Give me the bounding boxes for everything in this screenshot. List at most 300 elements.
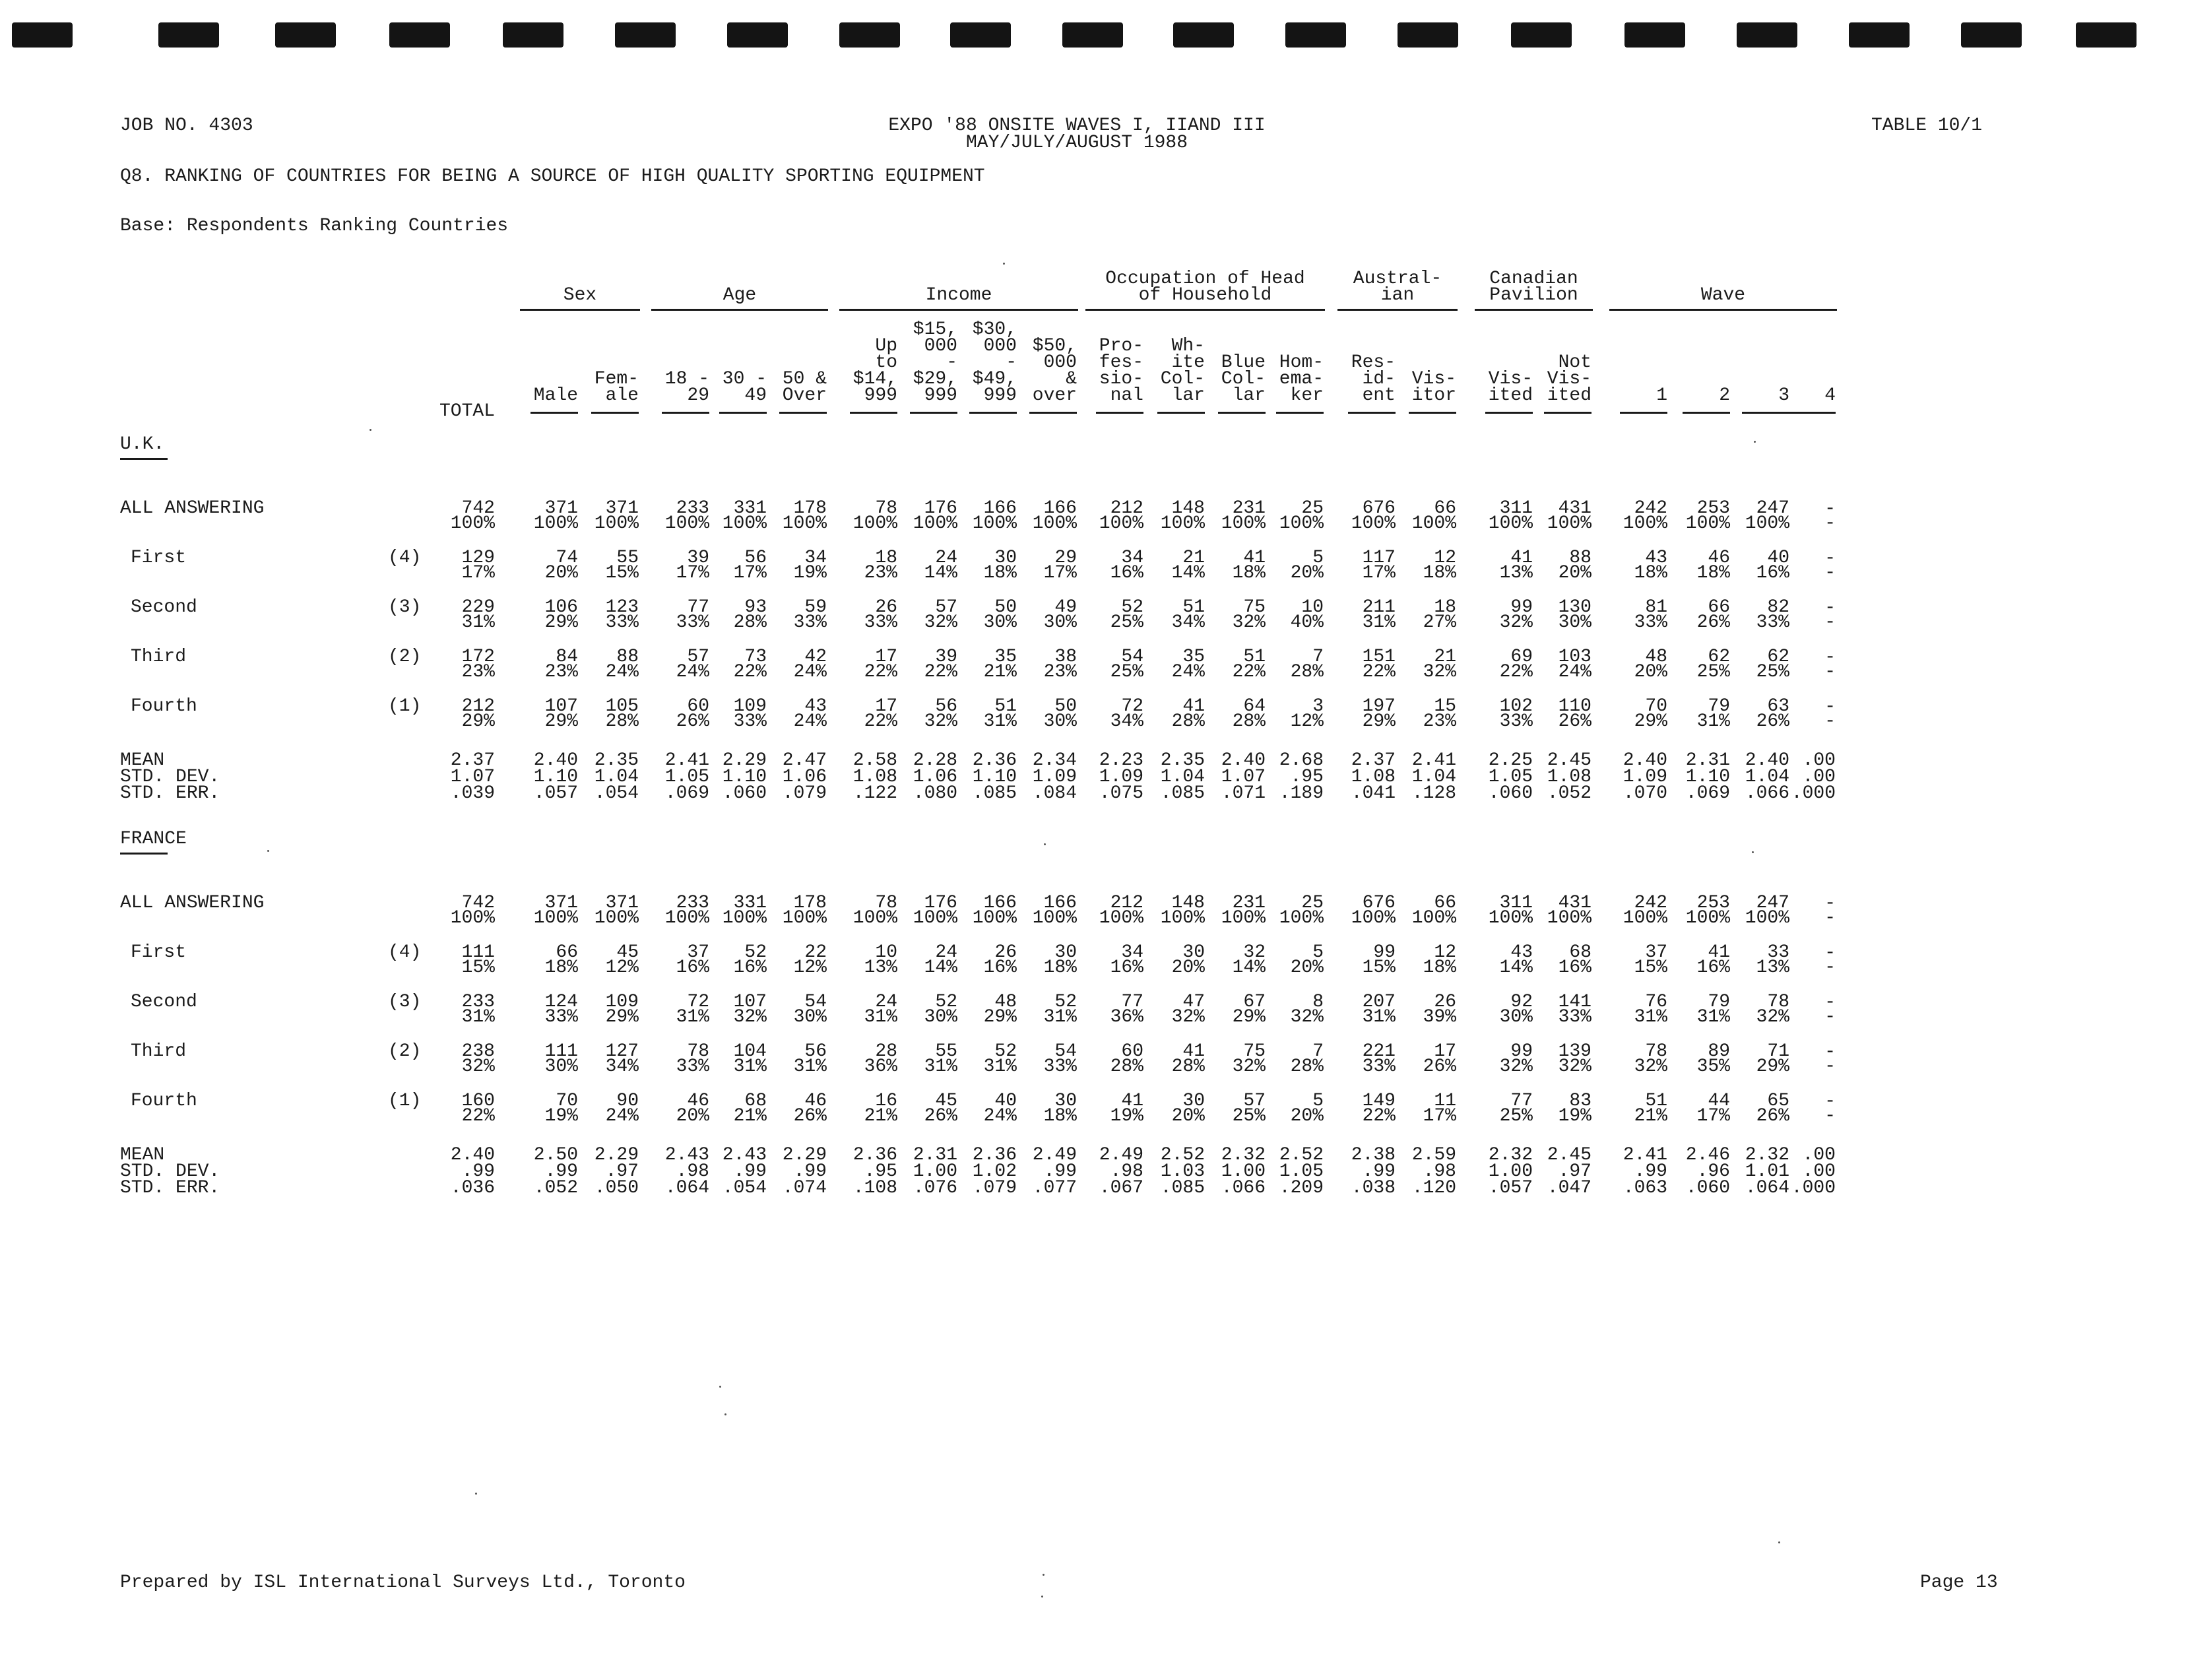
percent-cell: 32% <box>1634 1056 1667 1077</box>
count-cell: 43 <box>804 696 827 717</box>
column-header: TOTAL <box>439 401 495 422</box>
count-cell: 231 <box>1232 893 1266 913</box>
stat-cell: 2.37 <box>1351 750 1396 771</box>
percent-cell: 15% <box>1634 957 1667 978</box>
stat-cell: .99 <box>793 1161 827 1182</box>
percent-cell: 25% <box>1110 612 1143 633</box>
percent-cell: - <box>1824 563 1836 583</box>
count-cell: 231 <box>1232 498 1266 519</box>
percent-cell: 32% <box>733 1007 767 1027</box>
percent-cell: 33% <box>864 612 897 633</box>
stat-cell: 1.04 <box>1160 767 1205 787</box>
percent-cell: 32% <box>1558 1056 1591 1077</box>
group-underline <box>1475 309 1593 311</box>
group-header: Canadian Pavilion <box>1489 269 1578 306</box>
percent-cell: 100% <box>1351 513 1396 534</box>
count-cell: 21 <box>1182 548 1205 568</box>
count-cell: 51 <box>1243 647 1266 667</box>
count-cell: 66 <box>1434 893 1456 913</box>
count-cell: 71 <box>1767 1041 1789 1062</box>
count-cell: 742 <box>461 893 495 913</box>
row-label: ALL ANSWERING <box>120 893 265 913</box>
row-label: ALL ANSWERING <box>120 498 265 519</box>
stat-cell: .00 <box>1802 750 1836 771</box>
percent-cell: 29% <box>544 711 578 732</box>
percent-cell: 14% <box>1499 957 1533 978</box>
group-underline <box>1085 309 1325 311</box>
stat-cell: .209 <box>1279 1178 1324 1198</box>
stat-cell: .00 <box>1802 1161 1836 1182</box>
stat-cell: 2.36 <box>852 1145 897 1165</box>
percent-cell: 26% <box>1423 1056 1456 1077</box>
percent-cell: 14% <box>924 563 957 583</box>
percent-cell: 16% <box>1696 957 1730 978</box>
percent-cell: 16% <box>733 957 767 978</box>
stat-cell: 1.02 <box>972 1161 1017 1182</box>
stat-cell: .038 <box>1351 1178 1396 1198</box>
percent-cell: 32% <box>924 612 957 633</box>
column-header: 4 <box>1824 385 1836 406</box>
stat-cell: 2.31 <box>1685 750 1730 771</box>
count-cell: 52 <box>935 992 957 1012</box>
count-cell: 99 <box>1510 597 1533 618</box>
percent-cell: 100% <box>450 908 495 928</box>
count-cell: 52 <box>994 1041 1017 1062</box>
section-title: FRANCE <box>120 829 187 849</box>
count-cell: 76 <box>1645 992 1667 1012</box>
count-cell: 88 <box>1569 548 1591 568</box>
perforation-mark <box>1173 22 1234 48</box>
scan-speck <box>1752 851 1754 853</box>
column-header: Fem- ale <box>594 369 639 406</box>
count-cell: 431 <box>1558 893 1591 913</box>
count-cell: 64 <box>1243 696 1266 717</box>
percent-cell: 100% <box>1411 513 1456 534</box>
stat-cell: 2.49 <box>1032 1145 1077 1165</box>
percent-cell: 19% <box>1110 1106 1143 1126</box>
count-cell: 54 <box>1121 647 1143 667</box>
percent-cell: 18% <box>1232 563 1266 583</box>
count-cell: 52 <box>744 942 767 963</box>
count-cell: 55 <box>935 1041 957 1062</box>
stat-label: STD. DEV. <box>120 767 220 787</box>
percent-cell: 17% <box>1043 563 1077 583</box>
percent-cell: 29% <box>983 1007 1017 1027</box>
stat-cell: 2.43 <box>664 1145 709 1165</box>
row-score-code: (2) <box>388 1041 422 1062</box>
column-underline <box>1544 412 1591 414</box>
percent-cell: 20% <box>1558 563 1591 583</box>
count-cell: 50 <box>1054 696 1077 717</box>
percent-cell: 33% <box>676 612 709 633</box>
percent-cell: - <box>1824 513 1836 534</box>
percent-cell: 16% <box>676 957 709 978</box>
perforation-mark <box>2076 22 2137 48</box>
count-cell: 149 <box>1362 1091 1396 1111</box>
percent-cell: 31% <box>1043 1007 1077 1027</box>
percent-cell: 31% <box>461 1007 495 1027</box>
percent-cell: 23% <box>461 662 495 682</box>
count-cell: 35 <box>1182 647 1205 667</box>
stat-cell: .128 <box>1411 783 1456 804</box>
count-cell: 17 <box>875 696 897 717</box>
stat-cell: 2.32 <box>1488 1145 1533 1165</box>
percent-cell: 32% <box>1232 1056 1266 1077</box>
percent-cell: 24% <box>793 711 827 732</box>
percent-cell: 24% <box>793 662 827 682</box>
scan-speck <box>370 429 371 431</box>
count-cell: 72 <box>687 992 709 1012</box>
count-cell: 56 <box>804 1041 827 1062</box>
percent-cell: 29% <box>1634 711 1667 732</box>
stat-cell: .080 <box>913 783 957 804</box>
stat-cell: .060 <box>1685 1178 1730 1198</box>
percent-cell: 17% <box>461 563 495 583</box>
percent-cell: 17% <box>1696 1106 1730 1126</box>
prepared-by: Prepared by ISL International Surveys Ltd., Toronto <box>120 1572 686 1593</box>
stat-cell: 1.09 <box>1032 767 1077 787</box>
row-label: Second <box>131 597 197 618</box>
percent-cell: 100% <box>913 908 957 928</box>
stat-cell: 2.38 <box>1351 1145 1396 1165</box>
stat-cell: .085 <box>972 783 1017 804</box>
stat-cell: 1.09 <box>1099 767 1143 787</box>
column-header: Hom- ema- ker <box>1279 352 1324 406</box>
percent-cell: 17% <box>1423 1106 1456 1126</box>
stat-cell: 1.08 <box>1351 767 1396 787</box>
count-cell: 16 <box>875 1091 897 1111</box>
count-cell: 141 <box>1558 992 1591 1012</box>
perforation-mark <box>275 22 336 48</box>
percent-cell: 32% <box>1290 1007 1324 1027</box>
scan-speck <box>1778 1541 1780 1543</box>
stat-cell: .99 <box>544 1161 578 1182</box>
percent-cell: 28% <box>1232 711 1266 732</box>
count-cell: 18 <box>875 548 897 568</box>
count-cell: 67 <box>1243 992 1266 1012</box>
stat-cell: 1.06 <box>913 767 957 787</box>
stat-cell: 2.41 <box>1411 750 1456 771</box>
stat-cell: .95 <box>1290 767 1324 787</box>
percent-cell: 36% <box>1110 1007 1143 1027</box>
percent-cell: 20% <box>544 563 578 583</box>
percent-cell: 100% <box>1099 513 1143 534</box>
column-underline <box>1683 412 1730 414</box>
stat-cell: 2.40 <box>450 1145 495 1165</box>
group-header: Age <box>723 285 757 306</box>
count-cell: 15 <box>1434 696 1456 717</box>
column-header: $50, 000 & over <box>1032 336 1077 406</box>
stat-cell: .97 <box>1558 1161 1591 1182</box>
scan-speck <box>719 1386 721 1388</box>
question-text: Q8. RANKING OF COUNTRIES FOR BEING A SOURCE OF HIGH QUALITY SPORTING EQUIPMENT <box>120 166 985 187</box>
stat-cell: 2.46 <box>1685 1145 1730 1165</box>
percent-cell: 33% <box>1043 1056 1077 1077</box>
column-header: Blue Col- lar <box>1221 352 1266 406</box>
count-cell: 69 <box>1510 647 1533 667</box>
scan-speck <box>1041 1596 1043 1598</box>
percent-cell: 34% <box>1110 711 1143 732</box>
percent-cell: 17% <box>1362 563 1396 583</box>
count-cell: 77 <box>1510 1091 1533 1111</box>
percent-cell: 17% <box>676 563 709 583</box>
count-cell: 151 <box>1362 647 1396 667</box>
stat-cell: .041 <box>1351 783 1396 804</box>
section-underline <box>120 853 168 855</box>
count-cell: 139 <box>1558 1041 1591 1062</box>
count-cell: 34 <box>804 548 827 568</box>
stat-cell: 2.40 <box>1221 750 1266 771</box>
percent-cell: 22% <box>1232 662 1266 682</box>
count-cell: 35 <box>994 647 1017 667</box>
percent-cell: 32% <box>1423 662 1456 682</box>
percent-cell: 28% <box>1110 1056 1143 1077</box>
percent-cell: 29% <box>1362 711 1396 732</box>
count-cell: - <box>1824 647 1836 668</box>
count-cell: 30 <box>1054 942 1077 963</box>
count-cell: 54 <box>804 992 827 1012</box>
stat-cell: .99 <box>733 1161 767 1182</box>
count-cell: 111 <box>544 1041 578 1062</box>
percent-cell: 100% <box>1623 908 1667 928</box>
percent-cell: 22% <box>1362 1106 1396 1126</box>
perforation-mark <box>1285 22 1346 48</box>
scan-speck <box>1754 441 1756 443</box>
count-cell: 78 <box>687 1041 709 1062</box>
count-cell: 229 <box>461 597 495 618</box>
percent-cell: 34% <box>605 1056 639 1077</box>
stat-cell: 2.29 <box>722 750 767 771</box>
count-cell: 41 <box>1182 696 1205 717</box>
count-cell: 56 <box>935 696 957 717</box>
count-cell: 39 <box>687 548 709 568</box>
percent-cell: 21% <box>864 1106 897 1126</box>
count-cell: 52 <box>1054 992 1077 1012</box>
count-cell: 90 <box>616 1091 639 1111</box>
count-cell: 51 <box>1182 597 1205 618</box>
stat-cell: 1.08 <box>1547 767 1591 787</box>
perforation-mark <box>1398 22 1458 48</box>
count-cell: 46 <box>804 1091 827 1111</box>
percent-cell: 22% <box>461 1106 495 1126</box>
percent-cell: 31% <box>1362 612 1396 633</box>
count-cell: 32 <box>1243 942 1266 963</box>
count-cell: 66 <box>556 942 578 963</box>
column-header: 18 - 29 <box>664 369 709 406</box>
count-cell: 247 <box>1756 498 1789 519</box>
percent-cell: 21% <box>1634 1106 1667 1126</box>
column-header: Vis- itor <box>1411 369 1456 406</box>
percent-cell: 28% <box>1171 711 1205 732</box>
count-cell: 45 <box>935 1091 957 1111</box>
count-cell: 160 <box>461 1091 495 1111</box>
column-header: Not Vis- ited <box>1547 352 1591 406</box>
count-cell: 88 <box>616 647 639 667</box>
stat-label: MEAN <box>120 1145 165 1165</box>
stat-cell: 2.52 <box>1279 1145 1324 1165</box>
count-cell: 8 <box>1312 992 1324 1012</box>
count-cell: 57 <box>935 597 957 618</box>
count-cell: 99 <box>1373 942 1396 963</box>
group-underline <box>1337 309 1458 311</box>
percent-cell: 17% <box>733 563 767 583</box>
count-cell: 431 <box>1558 498 1591 519</box>
count-cell: - <box>1824 992 1836 1013</box>
column-header: Up to $14, 999 <box>852 336 897 406</box>
perforation-mark <box>158 22 219 48</box>
percent-cell: 33% <box>793 612 827 633</box>
count-cell: 41 <box>1121 1091 1143 1111</box>
percent-cell: 13% <box>1756 957 1789 978</box>
count-cell: 66 <box>1434 498 1456 519</box>
count-cell: 7 <box>1312 1041 1324 1062</box>
percent-cell: - <box>1824 1106 1836 1126</box>
percent-cell: 28% <box>733 612 767 633</box>
count-cell: 166 <box>983 498 1017 519</box>
row-score-code: (4) <box>388 942 422 963</box>
percent-cell: - <box>1824 1056 1836 1077</box>
count-cell: - <box>1824 893 1836 914</box>
stat-cell: 2.49 <box>1099 1145 1143 1165</box>
count-cell: 253 <box>1696 893 1730 913</box>
count-cell: 212 <box>1110 893 1143 913</box>
percent-cell: 25% <box>1756 662 1789 682</box>
column-underline <box>591 412 639 414</box>
percent-cell: 33% <box>676 1056 709 1077</box>
stat-cell: .057 <box>1488 1178 1533 1198</box>
stat-cell: .052 <box>1547 783 1591 804</box>
stat-cell: 2.40 <box>1623 750 1667 771</box>
percent-cell: 22% <box>733 662 767 682</box>
stat-cell: 1.01 <box>1745 1161 1789 1182</box>
count-cell: 107 <box>733 992 767 1012</box>
count-cell: 5 <box>1312 548 1324 568</box>
percent-cell: 100% <box>722 513 767 534</box>
count-cell: 47 <box>1182 992 1205 1012</box>
count-cell: 10 <box>875 942 897 963</box>
percent-cell: 100% <box>533 908 578 928</box>
column-underline <box>1485 412 1533 414</box>
column-underline <box>662 412 709 414</box>
count-cell: 51 <box>1645 1091 1667 1111</box>
percent-cell: 32% <box>1499 612 1533 633</box>
percent-cell: 100% <box>1685 908 1730 928</box>
percent-cell: 32% <box>461 1056 495 1077</box>
percent-cell: 22% <box>1362 662 1396 682</box>
stat-cell: 2.41 <box>664 750 709 771</box>
percent-cell: 26% <box>1756 711 1789 732</box>
count-cell: 12 <box>1434 548 1456 568</box>
stat-cell: .070 <box>1623 783 1667 804</box>
count-cell: 37 <box>687 942 709 963</box>
count-cell: 65 <box>1767 1091 1789 1111</box>
group-header: Austral- ian <box>1353 269 1442 306</box>
stat-cell: 2.32 <box>1745 1145 1789 1165</box>
stat-cell: 1.10 <box>972 767 1017 787</box>
stat-cell: .066 <box>1221 1178 1266 1198</box>
percent-cell: 15% <box>605 563 639 583</box>
percent-cell: 31% <box>1634 1007 1667 1027</box>
percent-cell: 32% <box>1232 612 1266 633</box>
count-cell: 45 <box>616 942 639 963</box>
stat-cell: .95 <box>864 1161 897 1182</box>
column-header: $15, 000 - $29, 999 <box>913 319 957 406</box>
percent-cell: 19% <box>544 1106 578 1126</box>
percent-cell: 30% <box>924 1007 957 1027</box>
count-cell: 41 <box>1182 1041 1205 1062</box>
count-cell: 102 <box>1499 696 1533 717</box>
percent-cell: 36% <box>864 1056 897 1077</box>
count-cell: 311 <box>1499 498 1533 519</box>
stat-cell: 1.05 <box>1279 1161 1324 1182</box>
count-cell: 111 <box>461 942 495 963</box>
stat-cell: .064 <box>1745 1178 1789 1198</box>
column-underline <box>1276 412 1324 414</box>
row-label: Fourth <box>131 1091 197 1111</box>
count-cell: 211 <box>1362 597 1396 618</box>
perforation-mark <box>615 22 676 48</box>
row-score-code: (3) <box>388 597 422 618</box>
percent-cell: 100% <box>1411 908 1456 928</box>
count-cell: 17 <box>875 647 897 667</box>
percent-cell: 100% <box>1685 513 1730 534</box>
stat-cell: .000 <box>1791 1178 1836 1198</box>
percent-cell: 12% <box>793 957 827 978</box>
stat-cell: .047 <box>1547 1178 1591 1198</box>
column-header: Male <box>533 385 578 406</box>
scan-speck <box>267 850 269 852</box>
percent-cell: 28% <box>605 711 639 732</box>
stat-cell: 1.10 <box>533 767 578 787</box>
percent-cell: 26% <box>1696 612 1730 633</box>
percent-cell: 100% <box>1032 908 1077 928</box>
percent-cell: 31% <box>461 612 495 633</box>
count-cell: - <box>1824 1042 1836 1062</box>
column-header: 3 <box>1778 385 1789 406</box>
group-underline <box>839 309 1078 311</box>
count-cell: 371 <box>605 893 639 913</box>
column-underline <box>1157 412 1205 414</box>
count-cell: 39 <box>935 647 957 667</box>
count-cell: 242 <box>1634 498 1667 519</box>
percent-cell: 39% <box>1423 1007 1456 1027</box>
percent-cell: 100% <box>1351 908 1396 928</box>
percent-cell: 22% <box>924 662 957 682</box>
count-cell: 172 <box>461 647 495 667</box>
stat-cell: .99 <box>1634 1161 1667 1182</box>
percent-cell: 100% <box>782 513 827 534</box>
percent-cell: 20% <box>1290 957 1324 978</box>
stat-cell: 2.29 <box>782 1145 827 1165</box>
section-title: U.K. <box>120 434 165 455</box>
count-cell: 49 <box>1054 597 1077 618</box>
count-cell: 50 <box>994 597 1017 618</box>
stat-cell: .036 <box>450 1178 495 1198</box>
count-cell: 247 <box>1756 893 1789 913</box>
stat-cell: 2.36 <box>972 1145 1017 1165</box>
percent-cell: - <box>1824 1007 1836 1027</box>
count-cell: 34 <box>1121 548 1143 568</box>
stat-cell: .98 <box>1423 1161 1456 1182</box>
count-cell: 242 <box>1634 893 1667 913</box>
percent-cell: 33% <box>544 1007 578 1027</box>
percent-cell: 31% <box>864 1007 897 1027</box>
count-cell: 60 <box>1121 1041 1143 1062</box>
percent-cell: 100% <box>1279 513 1324 534</box>
percent-cell: - <box>1824 711 1836 732</box>
count-cell: 92 <box>1510 992 1533 1012</box>
count-cell: 99 <box>1510 1041 1533 1062</box>
